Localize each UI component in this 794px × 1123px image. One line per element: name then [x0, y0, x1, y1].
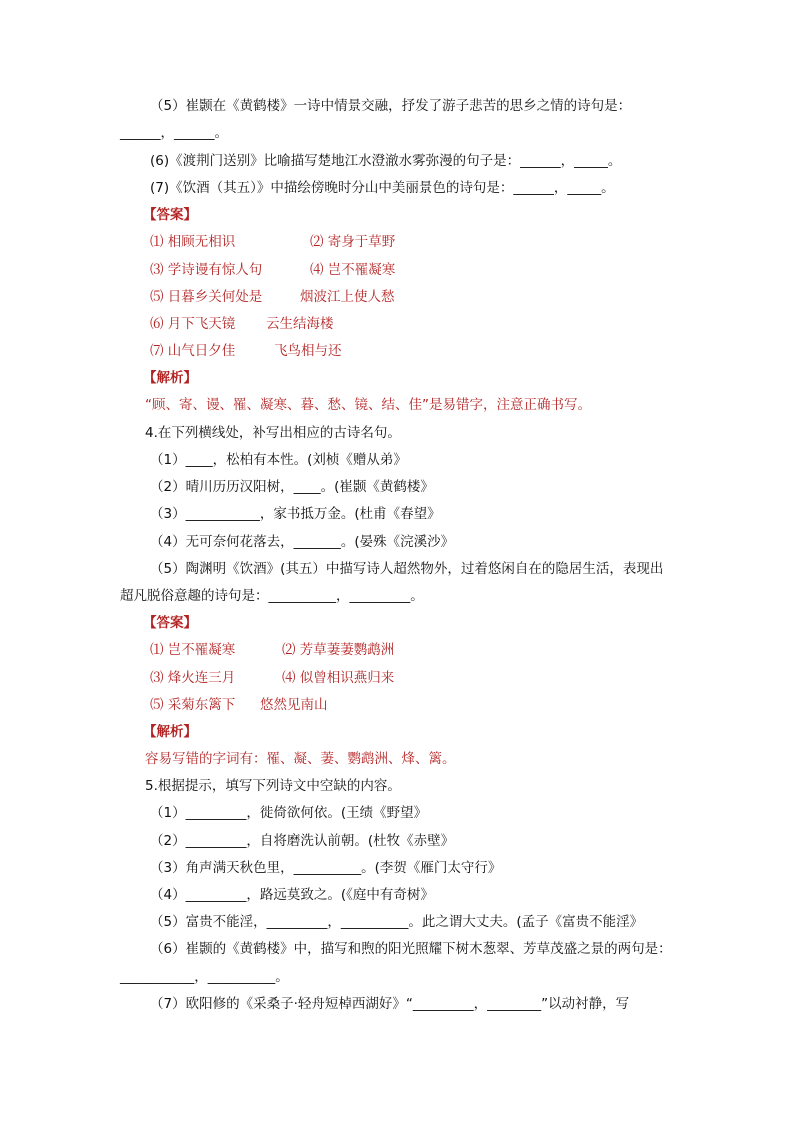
- q4-answer-label: 【答案】: [143, 615, 197, 631]
- q4-title: 4.在下列横线处，补写出相应的古诗名句。: [145, 425, 401, 441]
- q4-answer-row: [150, 696, 328, 714]
- q3-answer-row: [150, 261, 396, 279]
- q3-item-5-line1: （5）崔颢在《黄鹤楼》一诗中情景交融，抒发了游子悲苦的思乡之情的诗句是：: [150, 98, 632, 114]
- answer-text: 烟波江上使人愁: [300, 289, 395, 305]
- q3-item-5-line2: ______，______。: [120, 125, 228, 141]
- q4-answer-row: [150, 669, 395, 687]
- answer-text: ⑸ 日暮乡关何处是: [150, 289, 263, 305]
- q5-item-7: （7）欧阳修的《采桑子·轻舟短棹西湖好》“_________，________”以动衬静，写: [150, 996, 630, 1012]
- q3-analysis-label: 【解析】: [143, 370, 197, 386]
- q4-item-5-line1: （5）陶渊明《饮酒》(其五）中描写诗人超然物外，过着悠闲自在的隐居生活，表现出: [150, 561, 664, 577]
- answer-text: 云生结海楼: [266, 316, 334, 332]
- answer-text: ⑵ 芳草萋萋鹦鹉洲: [282, 642, 395, 658]
- answer-text: ⑶ 烽火连三月: [150, 670, 236, 686]
- q4-answer-row: [150, 641, 395, 659]
- q5-item-1: （1）_________，徙倚欲何依。(王绩《野望》: [150, 805, 428, 821]
- q4-item-4: （4）无可奈何花落去，_______。(晏殊《浣溪沙》: [150, 534, 455, 550]
- q3-item-6: (6)《渡荆门送别》比喻描写楚地江水澄澈水雾弥漫的句子是：______，_____。: [150, 153, 622, 169]
- q4-item-5-line2: 超凡脱俗意趣的诗句是：__________，_________。: [120, 588, 424, 604]
- q5-item-6-line2: ___________，__________。: [120, 969, 289, 985]
- answer-text: ⑴ 岂不罹凝寒: [150, 642, 236, 658]
- answer-text: ⑴ 相顾无相识: [150, 234, 236, 250]
- answer-text: 悠然见南山: [260, 697, 328, 713]
- answer-text: ⑷ 似曾相识燕归来: [282, 670, 395, 686]
- q5-item-2: （2）_________，自将磨洗认前朝。(杜牧《赤壁》: [150, 833, 455, 849]
- q3-answer-label: 【答案】: [143, 207, 197, 223]
- q5-item-6-line1: （6）崔颢的《黄鹤楼》中，描写和煦的阳光照耀下树木葱翠、芳草茂盛之景的两句是：: [150, 941, 672, 957]
- answer-text: ⑵ 寄身于草野: [310, 234, 396, 250]
- q3-answer-row: [150, 315, 334, 333]
- answer-text: ⑹ 月下飞天镜: [150, 316, 236, 332]
- q5-title: 5.根据提示，填写下列诗文中空缺的内容。: [145, 778, 401, 794]
- q5-item-4: （4）_________，路远莫致之。(《庭中有奇树》: [150, 887, 434, 903]
- answer-text: 飞鸟相与还: [274, 343, 342, 359]
- q4-analysis-label: 【解析】: [143, 724, 197, 740]
- q4-item-3: （3）___________，家书抵万金。(杜甫《春望》: [150, 506, 441, 522]
- q4-item-2: （2）晴川历历汉阳树，____。(崔颢《黄鹤楼》: [150, 479, 434, 495]
- q3-answer-row: [150, 288, 395, 306]
- q5-item-5: （5）富贵不能淫，_________，__________。此之谓大丈夫。(孟子《富贵不能淫》: [150, 914, 644, 930]
- q3-item-7: (7)《饮酒（其五）》中描绘傍晚时分山中美丽景色的诗句是：______，_____。: [150, 180, 615, 196]
- q3-analysis-text: “顾、寄、谩、罹、凝寒、暮、愁、镜、结、佳”是易错字，注意正确书写。: [145, 397, 591, 413]
- q4-item-1: （1）____，松柏有本性。(刘桢《赠从弟》: [150, 452, 407, 468]
- answer-text: ⑺ 山气日夕佳: [150, 343, 236, 359]
- answer-text: ⑸ 采菊东篱下: [150, 697, 236, 713]
- answer-text: ⑷ 岂不罹凝寒: [310, 262, 396, 278]
- q5-item-3: （3）角声满天秋色里，__________。(李贺《雁门太守行》: [150, 860, 502, 876]
- q3-answer-row: [150, 342, 342, 360]
- q3-answer-row: [150, 233, 396, 251]
- answer-text: ⑶ 学诗谩有惊人句: [150, 262, 263, 278]
- q4-analysis-text: 容易写错的字词有：罹、凝、萋、鹦鹉洲、烽、篱。: [145, 751, 456, 767]
